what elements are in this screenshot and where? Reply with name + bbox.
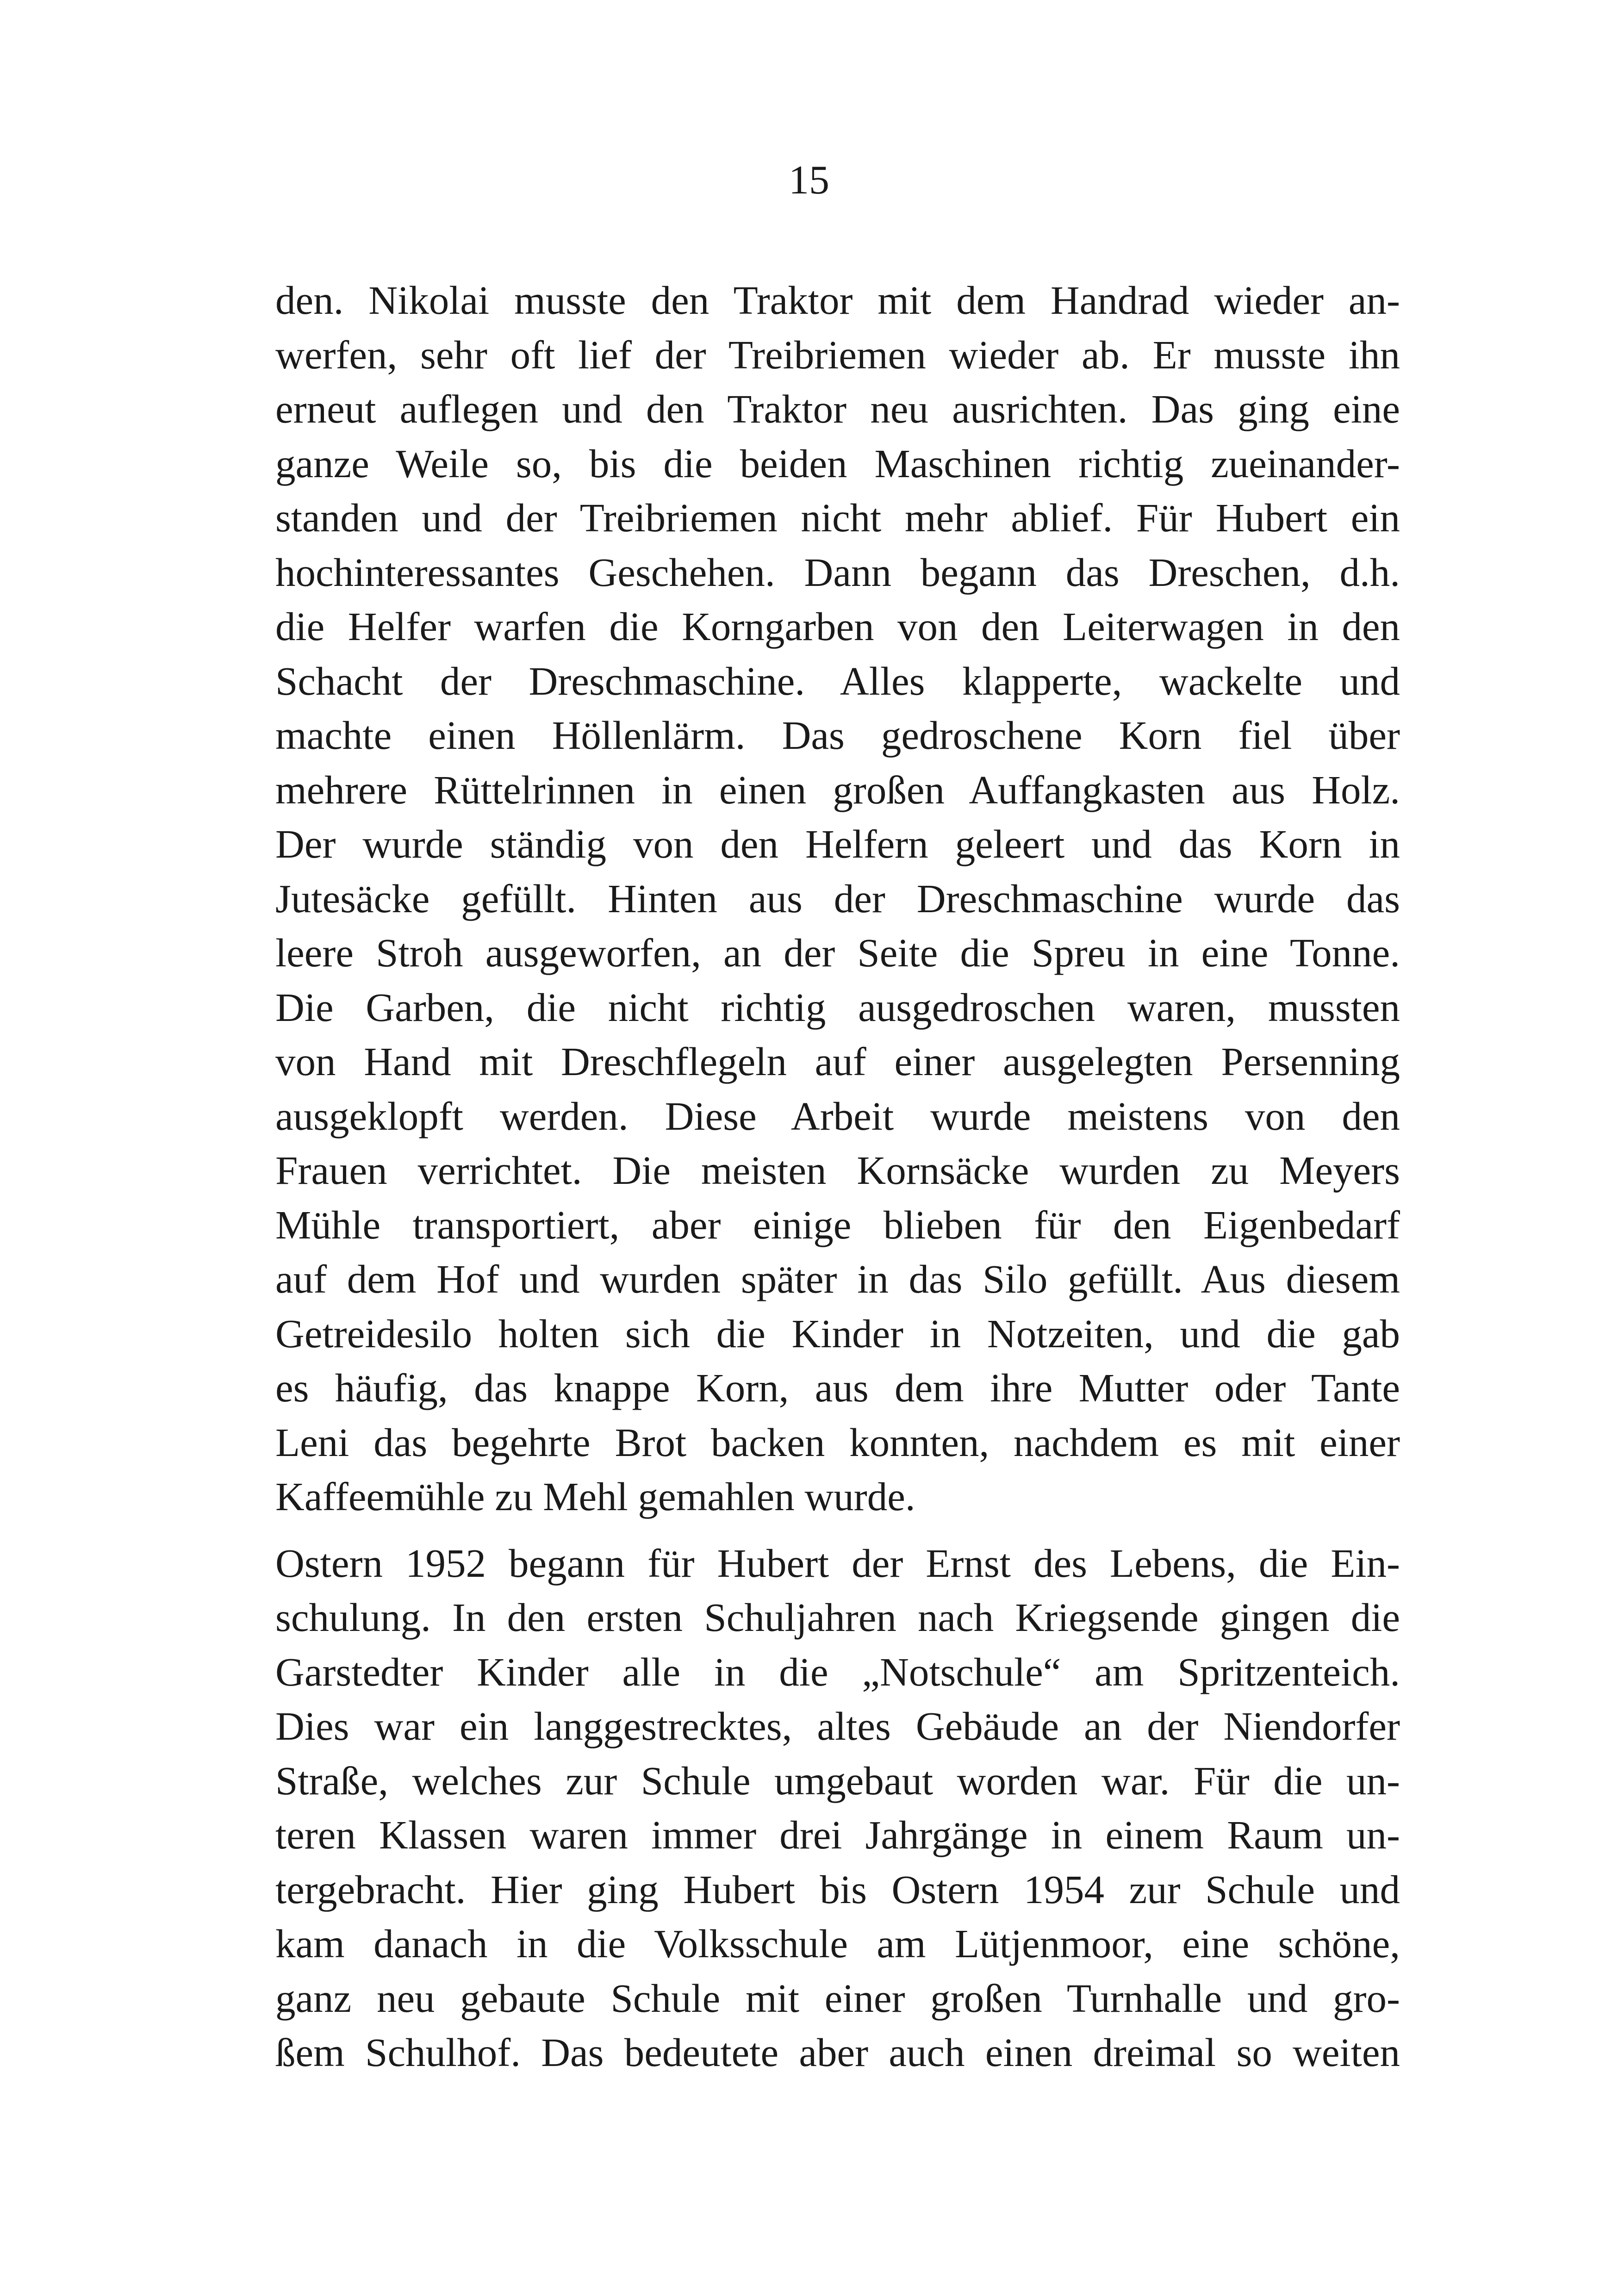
text-line: leere Stroh ausgeworfen, an der Seite die Spreu in eine Tonne. [275,930,1400,975]
text-line: ganze Weile so, bis die beiden Maschinen richtig zueinander- [275,441,1400,486]
text-line: ßem Schulhof. Das bedeutete aber auch einen dreimal so weiten [275,2030,1400,2075]
text-line: Kaffeemühle zu Mehl gemahlen wurde. [275,1474,915,1519]
text-line: tergebracht. Hier ging Hubert bis Ostern 1954 zur Schule und [275,1867,1400,1912]
text-line: Straße, welches zur Schule umgebaut worden war. Für die un- [275,1758,1400,1803]
paragraph [275,1536,1400,2080]
text-line: ausgeklopft werden. Diese Arbeit wurde meistens von den [275,1093,1400,1139]
text-line: es häufig, das knappe Korn, aus dem ihre Mutter oder Tante [275,1365,1400,1410]
text-line: Leni das begehrte Brot backen konnten, nachdem es mit einer [275,1419,1400,1465]
text-line: Dies war ein langgestrecktes, altes Gebäude an der Niendorfer [275,1704,1400,1748]
text-line: Die Garben, die nicht richtig ausgedroschen waren, mussten [275,984,1400,1030]
text-line: hochinteressantes Geschehen. Dann begann das Dreschen, d.h. [275,549,1400,595]
body-text [275,273,1400,2080]
text-line: standen und der Treibriemen nicht mehr ablief. Für Hubert ein [275,495,1400,540]
text-line: den. Nikolai musste den Traktor mit dem Handrad wieder an- [275,278,1400,323]
text-line: Mühle transportiert, aber einige blieben für den Eigenbedarf [275,1202,1400,1247]
text-line: werfen, sehr oft lief der Treibriemen wieder ab. Er musste ihn [275,332,1400,377]
text-line: Ostern 1952 begann für Hubert der Ernst des Lebens, die Ein- [275,1540,1400,1586]
text-line: erneut auflegen und den Traktor neu ausrichten. Das ging eine [275,386,1400,431]
text-line: Schacht der Dreschmaschine. Alles klapperte, wackelte und [275,658,1400,703]
text-line: mehrere Rüttelrinnen in einen großen Auffangkasten aus Holz. [275,767,1400,812]
paragraph [275,273,1400,1524]
text-line: Frauen verrichtet. Die meisten Kornsäcke wurden zu Meyers [275,1148,1400,1193]
text-line: die Helfer warfen die Korngarben von den Leiterwagen in den [275,604,1400,649]
text-line: teren Klassen waren immer drei Jahrgänge in einem Raum un- [275,1812,1400,1857]
page-number: 15 [789,158,829,203]
text-line: Getreidesilo holten sich die Kinder in Notzeiten, und die gab [275,1311,1400,1356]
text-line: auf dem Hof und wurden später in das Silo gefüllt. Aus diesem [275,1257,1400,1301]
text-line: schulung. In den ersten Schuljahren nach Kriegsende gingen die [275,1595,1400,1640]
text-line: Der wurde ständig von den Helfern geleert und das Korn in [275,821,1400,866]
text-line: kam danach in die Volksschule am Lütjenmoor, eine schöne, [275,1921,1400,1966]
text-line: Jutesäcke gefüllt. Hinten aus der Dreschmaschine wurde das [275,876,1400,921]
text-line: Garstedter Kinder alle in die „Notschule“ am Spritzenteich. [275,1649,1400,1694]
text-line: ganz neu gebaute Schule mit einer großen Turnhalle und gro- [275,1975,1400,2021]
text-line: machte einen Höllenlärm. Das gedroschene Korn fiel über [275,713,1400,758]
text-line: von Hand mit Dreschflegeln auf einer ausgelegten Persenning [275,1039,1400,1084]
